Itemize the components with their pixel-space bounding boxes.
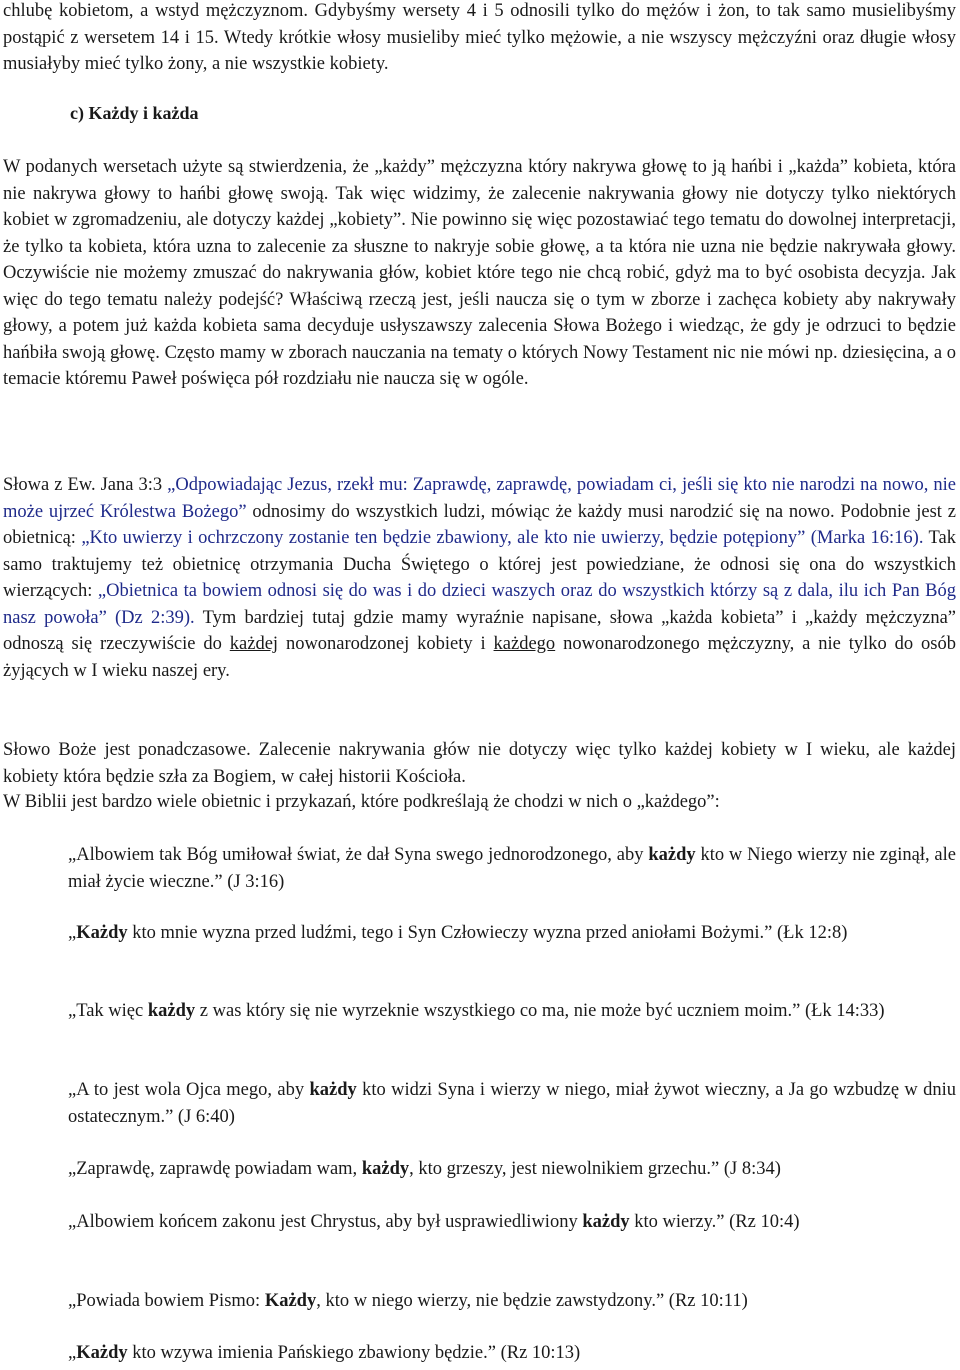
emphasis-word: każdy <box>648 845 696 865</box>
bible-quote <box>68 998 956 1025</box>
quote-text: kto mnie wyzna przed ludźmi, tego i Syn Człowieczy wyzna przed aniołami Bożymi.” (Łk 12:8) <box>127 923 848 943</box>
quote-text: z was który się nie wyrzeknie wszystkiego co ma, nie może być uczniem moim.” (Łk 14:33) <box>195 1001 885 1021</box>
quote-mark-16-16: „Kto uwierzy i ochrzczony zostanie ten będzie zbawiony, ale kto nie uwierzy, będzie potępiony” (Marka 16:16). <box>81 528 924 548</box>
paragraph-examples <box>3 472 956 684</box>
emphasis-word: Każdy <box>76 923 128 943</box>
text-span: Tym bardziej tutaj gdzie mamy wyraźnie napisane, słowa „każda kobieta” i „każdy mężczyzna” odnoszą się rzeczywiście do <box>3 607 957 654</box>
bible-quote <box>68 1209 956 1236</box>
quote-text: „ <box>68 1343 77 1363</box>
quote-john-3-3: „Odpowiadając Jezus, rzekł mu: Zaprawdę, zaprawdę, powiadam ci, jeśli się kto nie narodzi na nowo, nie może ujrzeć Królestwa Bożego” <box>3 475 956 522</box>
quote-text: „Powiada bowiem Pismo: <box>68 1291 265 1311</box>
quote-text: kto widzi Syna i wierzy w niego, miał żywot wieczny, a Ja go wzbudzę w dniu ostatecznym.” (J 6:40) <box>68 1080 956 1127</box>
quote-text: „A to jest wola Ojca mego, aby <box>68 1080 310 1100</box>
emphasis-word: Każdy <box>76 1343 128 1363</box>
text-span: odnosimy do wszystkich ludzi, mówiąc że każdy musi narodzić się na nowo. Podobnie jest z obietnicą: <box>3 501 956 548</box>
quote-text: kto wzywa imienia Pańskiego zbawiony będzie.” (Rz 10:13) <box>127 1343 581 1363</box>
bible-quote <box>68 1077 956 1130</box>
bible-quote <box>68 1340 956 1367</box>
bible-quote <box>68 920 956 947</box>
emphasis-word: każdy <box>582 1212 630 1232</box>
quote-text: „Albowiem tak Bóg umiłował świat, że dał Syna swego jednorodzonego, aby <box>68 845 649 865</box>
quote-text: „Albowiem końcem zakonu jest Chrystus, aby był usprawiedliwiony <box>68 1212 583 1232</box>
quote-text: „Zaprawdę, zaprawdę powiadam wam, <box>68 1159 362 1179</box>
emphasis-word: każdy <box>361 1159 410 1179</box>
emphasis-word: każdy <box>147 1001 196 1021</box>
quote-text: „Tak więc <box>68 1001 148 1021</box>
emphasis-word: każdy <box>309 1080 357 1100</box>
text-span: Słowa z Ew. Jana 3:3 <box>3 475 168 495</box>
bible-quote <box>68 1288 956 1315</box>
quote-acts-2-39: „Obietnica ta bowiem odnosi się do was i do dzieci waszych oraz do wszystkich którzy są z dala, ilu ich Pan Bóg nasz powoła” (Dz 2:39). <box>3 581 956 628</box>
underlined-word: każdej <box>229 634 279 654</box>
emphasis-word: Każdy <box>264 1291 317 1311</box>
paragraph-kazdy-kazda: W podanych wersetach użyte są stwierdzenia, że „każdy” mężczyzna który nakrywa głowę to ją hańbi i „każda” kobieta, która nie nakrywa głowy to hańbi głowę swoją. Tak więc widzimy, że zalecenie nakrywania głowy nie dotyczy tylko niektórych kobiet w zgromadzeniu, ale dotyczy każdej „kobiety”. Nie powinno się więc pozostawiać tego tematu do dowolnej interpretacji, że tylko ta kobieta, która uzna to zalecenie za słuszne to nakryje sobie głowę, a ta która nie uzna nie będzie nakrywała głowy. Oczywiście nie możemy zmuszać do nakrywania głów, kobiet które tego nie chcą robić, gdyż ma to być osobista decyzja. Jak więc do tego tematu należy podejść? Właściwą rzeczą jest, jeśli naucza się o tym w zborze i zachęca kobiety aby nakrywały głowy, a potem już każda kobieta sama decyduje usłyszawszy zalecenia Słowa Bożego i wiedząc, że gdy je odrzuci to będzie hańbiła swoją głowę. Często mamy w zborach nauczania na tematy o których Nowy Testament nic nie mówi np. dziesięcina, a o temacie któremu Paweł poświęca pół rozdziału nie naucza się w ogóle. <box>3 157 956 389</box>
paragraph-timeless: Słowo Boże jest ponadczasowe. Zalecenie nakrywania głów nie dotyczy więc tylko każdej kobiety w I wieku, ale każdej kobiety która będzie szła za Bogiem, w całej historii Kościoła. <box>3 740 956 787</box>
paragraph-intro: chlubę kobietom, a wstyd mężczyznom. Gdybyśmy wersety 4 i 5 odnosili tylko do mężów i żon, to tak samo musielibyśmy postąpić z wersetem 14 i 15. Wtedy krótkie włosy musieliby mieć tylko mężowie, a nie wszyscy mężczyźni oraz długie włosy musiałyby mieć tylko żony, a nie wszystkie kobiety. <box>3 1 956 74</box>
bible-quote <box>68 1156 956 1183</box>
text-span: Tak samo traktujemy też obietnicę otrzymania Ducha Świętego o której jest powiedziane, że odnosi się ona do wszystkich wierzących: <box>3 528 956 601</box>
underlined-word: każdego <box>493 634 556 654</box>
bible-quote <box>68 842 956 895</box>
quote-text: „ <box>68 923 77 943</box>
quote-text: , kto grzeszy, jest niewolnikiem grzechu.” (J 8:34) <box>409 1159 781 1179</box>
quote-text: kto w Niego wierzy nie zginął, ale miał życie wieczne.” (J 3:16) <box>68 845 956 892</box>
text-span: nowonarodzonego mężczyzny, a nie tylko do osób żyjących w I wieku naszej ery. <box>3 634 956 681</box>
text-span: nowonarodzonej kobiety i <box>278 634 494 654</box>
paragraph-promises-intro: W Biblii jest bardzo wiele obietnic i przykazań, które podkreślają że chodzi w nich o „każdego”: <box>3 792 720 812</box>
quote-text: kto wierzy.” (Rz 10:4) <box>629 1212 800 1232</box>
quote-text: , kto w niego wierzy, nie będzie zawstydzony.” (Rz 10:11) <box>316 1291 748 1311</box>
section-heading: c) Każdy i każda <box>70 103 199 123</box>
